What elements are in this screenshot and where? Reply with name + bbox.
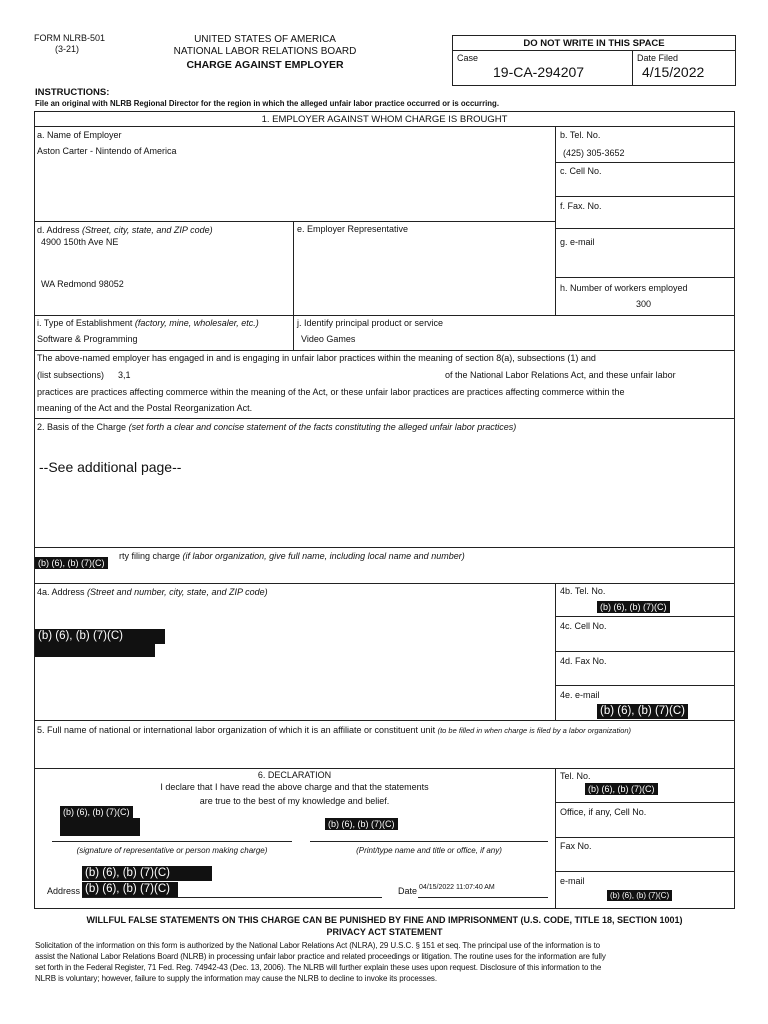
employer-address-line-2: WA Redmond 98052: [41, 279, 124, 289]
declarant-email-label: e-mail: [560, 876, 585, 886]
signature-caption: (signature of representative or person making charge): [76, 846, 268, 855]
privacy-line-4: NLRB is voluntary; however, failure to supply the information may cause the NLRB to decline to invoke its processes.: [35, 974, 437, 983]
party-cell-label: 4c. Cell No.: [560, 621, 607, 631]
party-address-redaction: (b) (6), (b) (7)(C): [35, 629, 165, 644]
form-title: CHARGE AGAINST EMPLOYER: [186, 59, 344, 71]
party-address-redaction-block: [35, 644, 155, 657]
statement-subsections-value: 3,1: [118, 370, 131, 380]
party-fax-label: 4d. Fax No.: [560, 656, 607, 666]
declarant-fax-label: Fax No.: [560, 841, 592, 851]
instructions-heading: INSTRUCTIONS:: [35, 87, 110, 98]
statement-line-4: meaning of the Act and the Postal Reorganization Act.: [37, 403, 253, 413]
party-filing-label: rty filing charge (if labor organization, give full name, including local name and number): [119, 551, 465, 561]
declarant-address-label: Address: [47, 886, 81, 896]
basis-of-charge-label: 2. Basis of the Charge (set forth a clear and concise statement of the facts constituting the alleged unfair labor practices): [37, 422, 517, 432]
party-email-label: 4e. e-mail: [560, 690, 600, 700]
establishment-label: i. Type of Establishment (factory, mine, wholesaler, etc.): [37, 318, 259, 328]
establishment-value: Software & Programming: [37, 334, 138, 344]
case-label: Case: [457, 53, 479, 63]
party-tel-redaction: (b) (6), (b) (7)(C): [597, 601, 670, 613]
employer-name-label: a. Name of Employer: [37, 130, 122, 140]
section-1-title: 1. EMPLOYER AGAINST WHOM CHARGE IS BROUGHT: [261, 114, 508, 125]
workers-employed-value: 300: [636, 299, 652, 309]
basis-of-charge-value: --See additional page--: [39, 459, 182, 475]
employer-fax-label: f. Fax. No.: [560, 201, 602, 211]
employer-tel-value: (425) 305-3652: [563, 148, 625, 158]
employer-address-line-1: 4900 150th Ave NE: [41, 237, 119, 247]
agency-line-2: NATIONAL LABOR RELATIONS BOARD: [173, 46, 357, 57]
statement-subsections-label: (list subsections): [37, 370, 105, 380]
date-filed-value: 4/15/2022: [642, 64, 705, 80]
party-address-label: 4a. Address (Street and number, city, state, and ZIP code): [37, 587, 268, 597]
workers-employed-label: h. Number of workers employed: [560, 283, 688, 293]
print-name-caption: (Print/type name and title or office, if any): [356, 846, 502, 855]
affiliate-org-label: 5. Full name of national or international labor organization of which it is an affiliate or constituent unit (to be filled in when charge is filed by a labor organization): [37, 725, 632, 735]
office-box-title: DO NOT WRITE IN THIS SPACE: [523, 38, 665, 49]
employer-email-label: g. e-mail: [560, 237, 595, 247]
employer-address-label: d. Address (Street, city, state, and ZIP code): [37, 225, 213, 235]
party-email-redaction: (b) (6), (b) (7)(C): [597, 704, 688, 719]
declarant-office-cell-label: Office, if any, Cell No.: [560, 807, 647, 817]
signature-redaction: (b) (6), (b) (7)(C): [60, 806, 133, 818]
party-tel-label: 4b. Tel. No.: [560, 586, 606, 596]
privacy-line-1: Solicitation of the information on this form is authorized by the National Labor Relations Act (NLRA), 29 U.S.C. § 151 et seq. The principal use of the information is to: [35, 941, 601, 950]
declaration-title: 6. DECLARATION: [257, 770, 332, 780]
privacy-line-2: assist the National Labor Relations Board (NLRB) in processing unfair labor practice and related proceedings or litigation. The routine uses for the information are fully: [35, 952, 606, 961]
declarant-redaction: (b) (6), (b) (7)(C): [82, 866, 212, 881]
declaration-line-2: are true to the best of my knowledge and belief.: [199, 796, 390, 806]
form-revision: (3-21): [55, 44, 80, 54]
false-statement-warning: WILLFUL FALSE STATEMENTS ON THIS CHARGE CAN BE PUNISHED BY FINE AND IMPRISONMENT (U.S. CODE, TITLE 18, SECTION 1001): [86, 915, 683, 925]
employer-cell-label: c. Cell No.: [560, 166, 602, 176]
declaration-line-1: I declare that I have read the above charge and that the statements: [160, 782, 429, 792]
privacy-act-title: PRIVACY ACT STATEMENT: [326, 927, 443, 937]
date-filed-label: Date Filed: [637, 53, 679, 63]
employer-tel-label: b. Tel. No.: [560, 130, 601, 140]
declaration-date-value: 04/15/2022 11:07:40 AM: [419, 884, 495, 891]
statement-line-2: of the National Labor Relations Act, and these unfair labor: [445, 370, 676, 380]
declarant-address-redaction: (b) (6), (b) (7)(C): [82, 882, 178, 897]
declaration-date-label: Date: [398, 886, 418, 896]
print-name-redaction: (b) (6), (b) (7)(C): [325, 818, 398, 830]
product-value: Video Games: [301, 334, 356, 344]
statement-line-3: practices are practices affecting commerce within the meaning of the Act, or these unfair labor practices are practices affecting commerce within the: [37, 387, 625, 397]
declarant-tel-redaction: (b) (6), (b) (7)(C): [585, 783, 658, 795]
case-number: 19-CA-294207: [493, 64, 585, 80]
signature-redaction-block: [60, 818, 140, 836]
privacy-line-3: set forth in the Federal Register, 71 Fed. Reg. 74942-43 (Dec. 13, 2006). The NLRB will further explain these uses upon request. Disclosure of this information to the: [35, 963, 602, 972]
instructions-text: File an original with NLRB Regional Director for the region in which the alleged unfair labor practice occurred or is occurring.: [35, 99, 499, 108]
employer-name-value: Aston Carter - Nintendo of America: [37, 146, 177, 156]
declarant-tel-label: Tel. No.: [560, 771, 591, 781]
product-label: j. Identify principal product or service: [297, 318, 444, 328]
employer-rep-label: e. Employer Representative: [297, 224, 409, 234]
agency-line-1: UNITED STATES OF AMERICA: [194, 34, 336, 45]
declarant-email-redaction: (b) (6), (b) (7)(C): [607, 890, 672, 901]
statement-line-1: The above-named employer has engaged in and is engaging in unfair labor practices within the meaning of section 8(a), subsections (1) and: [37, 353, 596, 363]
party-name-redaction: (b) (6), (b) (7)(C): [35, 557, 108, 569]
form-number: FORM NLRB-501: [34, 33, 106, 43]
